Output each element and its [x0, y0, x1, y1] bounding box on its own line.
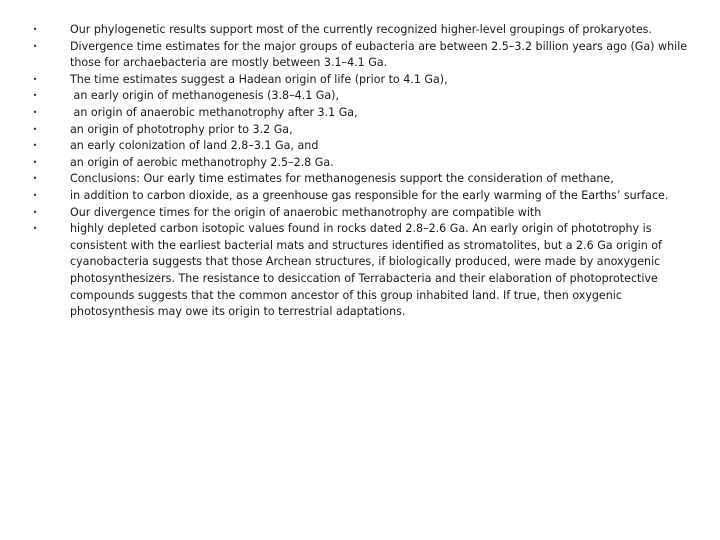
- bullet-text: an origin of anaerobic methanotrophy after 3.1 Ga,: [70, 105, 358, 119]
- bullet-icon: •: [32, 74, 38, 84]
- bullet-item: [30, 221, 690, 321]
- bullet-text: Divergence time estimates for the major groups of eubacteria are between 2.5–3.2 billion years ago (Ga) while those for archaebacteria are mostly between 3.1–4.1 Ga.: [70, 39, 688, 70]
- bullet-text: Conclusions: Our early time estimates for methanogenesis support the consideration of methane,: [70, 172, 614, 186]
- bullet-text: an early colonization of land 2.8–3.1 Ga, and: [70, 139, 319, 153]
- bullet-item: [30, 105, 690, 122]
- bullet-icon: •: [32, 157, 38, 167]
- bullet-icon: •: [32, 141, 38, 151]
- bullet-text: Our divergence times for the origin of anaerobic methanotrophy are compatible with: [70, 205, 542, 219]
- bullet-item: [30, 188, 690, 205]
- bullet-icon: •: [32, 207, 38, 217]
- bullet-text: highly depleted carbon isotopic values found in rocks dated 2.8–2.6 Ga. An early origin of phototrophy is consistent with the earliest bacterial mats and structures identified as stromatolites, but a 2.6 Ga origin of cyanobacteria suggests that those Archean structures, if biologically produced, were made by anoxygenic photosynthesizers. The resistance to desiccation of Terrabacteria and their elaboration of photoprotective compounds suggests that the common ancestor of this group inhabited land. If true, then oxygenic photosynthesis may owe its origin to terrestrial adaptations.: [70, 222, 662, 319]
- bullet-item: [30, 72, 690, 89]
- bullet-text: The time estimates suggest a Hadean origin of life (prior to 4.1 Ga),: [70, 72, 448, 86]
- bullet-icon: •: [32, 174, 38, 184]
- bullet-icon: •: [32, 91, 38, 101]
- bullet-item: [30, 22, 690, 39]
- bullet-icon: •: [32, 224, 38, 234]
- bullet-item: [30, 171, 690, 188]
- bullet-icon: •: [32, 41, 38, 51]
- bullet-item: [30, 88, 690, 105]
- bullet-item: [30, 39, 690, 72]
- bullet-list: [30, 22, 690, 321]
- bullet-text: in addition to carbon dioxide, as a greenhouse gas responsible for the early warming of the Earths’ surface.: [70, 188, 669, 202]
- bullet-text: an origin of phototrophy prior to 3.2 Ga,: [70, 122, 293, 136]
- bullet-text: an early origin of methanogenesis (3.8–4.1 Ga),: [70, 89, 340, 103]
- bullet-item: [30, 138, 690, 155]
- bullet-text: an origin of aerobic methanotrophy 2.5–2.8 Ga.: [70, 155, 334, 169]
- bullet-text: Our phylogenetic results support most of the currently recognized higher-level groupings of prokaryotes.: [70, 23, 652, 36]
- bullet-item: [30, 205, 690, 222]
- bullet-item: [30, 122, 690, 139]
- bullet-icon: •: [32, 107, 38, 117]
- bullet-item: [30, 155, 690, 172]
- bullet-icon: •: [32, 124, 38, 134]
- bullet-icon: •: [32, 190, 38, 200]
- bullet-icon: •: [32, 25, 38, 34]
